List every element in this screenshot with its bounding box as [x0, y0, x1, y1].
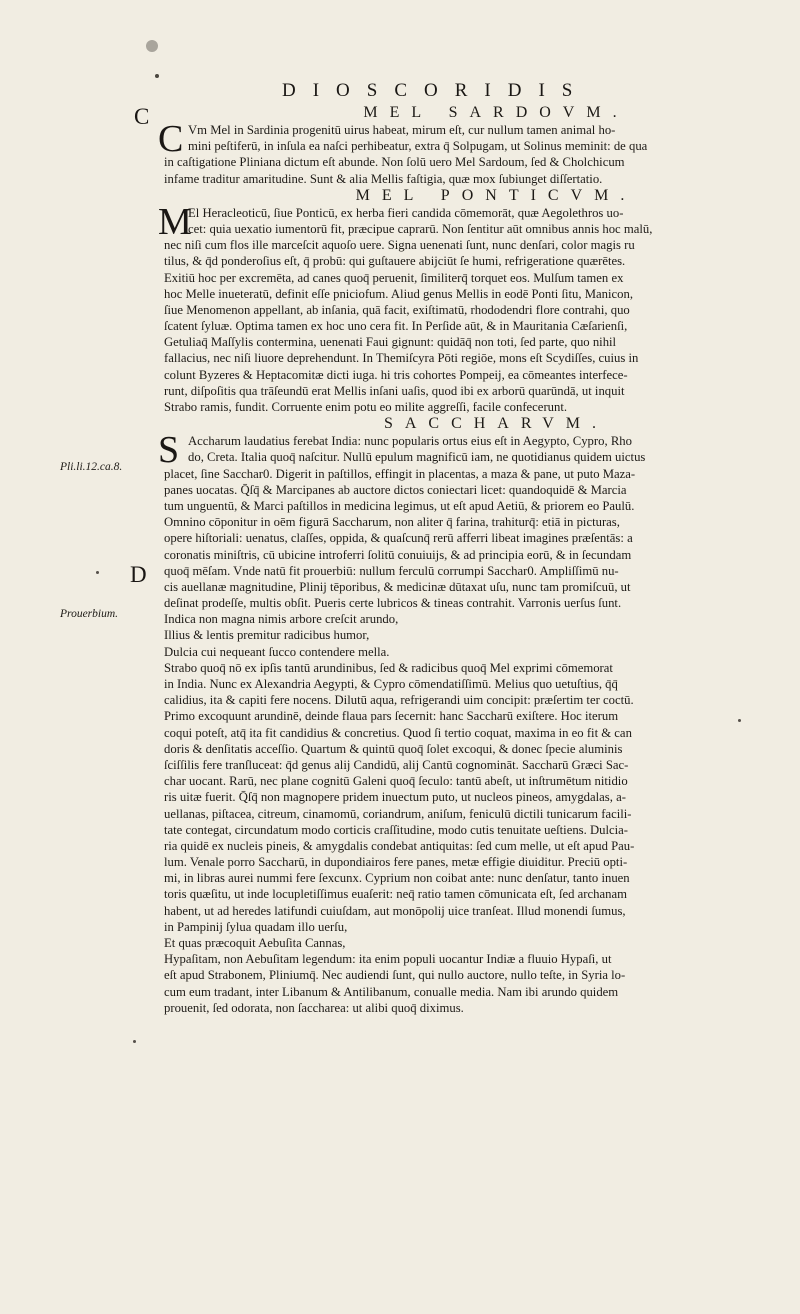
- text-line: ria quidē ex nucleis pineis, & amygdalis condebat antiquitas: ſed cum melle, ut eſt apud Pau-: [164, 838, 635, 853]
- margin-note-pliny: Pli.li.12.ca.8.: [60, 461, 123, 473]
- text-line: coqui poteſt, atq̄ ita fit candidius & concretius. Quod ſi tertio coquat, maxima in eo fit & can: [164, 725, 632, 740]
- text-line: deſinat prodeſſe, multis obſit. Pueris certe lubricos & tineas contrahit. Varronis uerſus ſunt.: [164, 596, 622, 611]
- text-line: Strabo ramis, fundit. Corruente enim potu eo milite aggreſſi, facile confecerunt.: [164, 400, 568, 414]
- text-line: doris & denſitatis acceſſio. Quartum & quintū quoq̄ ſolet excoqui, & donec ſpecie aluminis: [164, 741, 623, 756]
- text-line: cis auellanæ magnitudine, Plinij tēporibus, & medicinæ dūtaxat uſu, nunc tam promiſcuū, ut: [164, 579, 631, 594]
- text-line: runt, diſpoſitis qua trāſeundū erat Mellis inſani uaſis, quod ibi ex arborū quarūndā, ut inquit: [164, 383, 625, 398]
- text-line: Getuliaq̄ Maſſylis contermina, uenenati Faui gignunt: quidāq̄ non toti, ſed parte, quo nihil: [164, 335, 617, 350]
- drop-cap: C: [158, 118, 184, 160]
- verse-line: Illius & lentis premitur radicibus humor,: [164, 628, 370, 643]
- margin-dot: [133, 1040, 136, 1043]
- text-line: Vm Mel in Sardinia progenitū uirus habeat, mirum eſt, cur nullum tamen animal ho-: [188, 123, 616, 137]
- text-line: quoq̄ mēſam. Vnde natū fit prouerbiū: nullum ferculū corrumpi Sacchar0. Ampliſſimū nu-: [164, 563, 619, 578]
- margin-letter-d: D: [130, 562, 147, 587]
- text-line: cet: quia uexatio iumentorū fit, præcipue caprarū. Non ſentitur aūt omnibus annis hoc malū,: [188, 221, 653, 236]
- margin-dot: [96, 571, 99, 574]
- text-line: colunt Byzeres & Heptacomitæ dicti iuga. hi tris cohortes Pompeij, ea cōmeantes interfece-: [164, 367, 628, 382]
- margin-letter-c: C: [134, 104, 150, 129]
- drop-cap: S: [158, 429, 180, 472]
- text-line: ſiue Menomenon appellant, ab inſania, quā facit, exiſtimatū, rhododendri flore contrahi, quo: [164, 302, 630, 317]
- text-line: tum unguentū, & Marci paſtillos in medicina legimus, ut eſt apud Aetiū, & priorem eo Paulū.: [164, 498, 635, 513]
- paragraph-mel-sardoum: [158, 118, 768, 187]
- text-line: Omnino cōponitur in oēm figurā Saccharum, non aliter q̄ farina, trahiturq̄: etiā in picturas,: [164, 515, 620, 530]
- text-line: opere hiſtoriali: uenatus, claſſes, oppida, & quaſcunq̄ rerū afferri libeat imagines præſentās: a: [164, 531, 633, 546]
- drop-cap: M: [158, 200, 192, 243]
- text-line: eſt apud Strabonem, Pliniumq̄. Nec audiendi ſunt, qui nullo auctore, nullo teſte, in Syria lo-: [164, 968, 626, 983]
- text-column: [158, 104, 768, 1016]
- text-line: Exitiū hoc per excremēta, ad canes quoq̄ peruenit, ſimiliterq̄ torquet eos. Mulſum tamen ex: [164, 270, 624, 285]
- text-line: do, Creta. Italia quoq̄ naſcitur. Nullū epulum magnificū iam, ne quotidianus quidem uictus: [188, 450, 646, 465]
- text-line: prouenit, ſed odorata, non ſaccharea: ut alibi quoq̄ diximus.: [164, 1000, 464, 1015]
- text-line: ris uitæ fuerit. Q̄ſq̄ non magnopere pridem inuectum puto, ut nucleos pineos, amygdalas, a-: [164, 790, 626, 805]
- text-line: char uocant. Rarū, nec plane cognitū Galeni quoq̄ ſeculo: tantū abeſt, ut inſtrumētum nitidio: [164, 774, 628, 789]
- running-title: DIOSCORIDIS: [282, 80, 590, 101]
- text-line: El Heracleoticū, ſiue Ponticū, ex herba fieri candida cōmemorāt, quæ Aegolethros uo-: [188, 205, 624, 220]
- text-line: lum. Venale porro Saccharū, in dupondiairos fere panes, metæ effigie diuiditur. Preciū opti-: [164, 855, 628, 870]
- text-line: fallacius, nec niſi liuore deprehendunt. In Themiſcyra Pōti regiōe, mons eſt Scydiſſes, cuius in: [164, 351, 639, 366]
- text-line: mi, in libras aurei nummi fere ſexcunx. Cyprium non coibat ante: nunc denſatur, tanto inuen: [164, 871, 630, 886]
- text-line: cum eum tradant, inter Libanum & Antilibanum, conualle media. Nam ibi arundo quidem: [164, 984, 619, 999]
- text-line: tate contegat, circundatum modo corticis craſſitudine, modo cutis tenuitate ueſtiens. Dulcia-: [164, 822, 629, 837]
- paragraph-saccharum: [158, 429, 768, 1016]
- text-line: calidius, ita & capiti fere nocens. Dilutū aqua, refrigerandi uim concipit: præſertim ter coctū.: [164, 693, 634, 708]
- text-line: Primo excoquunt arundinē, deinde flaua pars ſecernit: hanc Saccharū exiſtere. Hoc iterum: [164, 709, 619, 724]
- margin-note-prouerbium: Prouerbium.: [60, 608, 119, 620]
- text-line: hoc Melle inueteratū, definit eſſe pniciofum. Aliud genus Mellis in eodē Ponti ſitu, Manicon,: [164, 286, 633, 301]
- verse-line: Et quas præcoquit Aebuſita Cannas,: [164, 936, 346, 950]
- text-line: infame traditur amaritudine. Sunt & alia Mellis faſtigia, quæ mox ſubiunget diſſertatio.: [164, 171, 603, 186]
- text-line: ſcatent ſyluæ. Optima tamen ex hoc uno cera fit. In Perſide aūt, & in Mauritania Cæſarienſi,: [164, 319, 628, 334]
- text-line: panes uocatas. Q̄ſq̄ & Marcipanes ab auctore dictos coniectari licet: quandoquidē & Marcia: [164, 482, 627, 497]
- text-line: nec niſi cum flos ille marceſcit aquoſo uere. Signa uenenati ſunt, nunc denſari, color magis ru: [164, 238, 635, 253]
- text-line: habent, ut ad heredes latifundi cuiuſdam, aut monōpolij uice tranſeat. Illud monendi ſumus,: [164, 903, 626, 918]
- paragraph-mel-ponticum: [158, 200, 768, 415]
- text-line: toris quæſitu, ut inde locupletiſſimus euaſerit: neq̄ ratio tamen cōmunicata eſt, ſed archanam: [164, 887, 627, 902]
- text-line: in caſtigatione Pliniana dictum eſt abunde. Non ſolū uero Mel Sardoum, ſed & Cholchicum: [164, 155, 625, 170]
- section-heading-saccharum: SACCHARVM.: [383, 415, 609, 433]
- verse-line: Dulcia cui nequeant ſucco contendere mella.: [164, 644, 390, 659]
- text-line: placet, ſine Sacchar0. Digerit in paſtillos, effingit in placentas, a maza & pane, ut puto Maza-: [164, 466, 636, 481]
- section-heading-mel-sardoum: MEL SARDOVM.: [363, 104, 629, 121]
- section-heading-mel-ponticum: MEL PONTICVM.: [355, 186, 637, 204]
- ink-dot: [155, 74, 159, 78]
- text-line: Hypaſitam, non Aebuſitam legendum: ita enim populi uocantur Indiæ a fluuio Hypaſi, ut: [164, 952, 612, 967]
- text-line: uellanas, piſtacea, citreum, cinamomū, coriandrum, aniſum, feniculū dictili tunicarum facili-: [164, 806, 632, 821]
- verse-line: Indica non magna nimis arbore creſcit arundo,: [164, 612, 399, 627]
- text-line: in India. Nunc ex Alexandria Aegypti, & Cypro cōmendatiſſimū. Melius quo uetuſtius, q̄q̄: [164, 677, 618, 691]
- text-line: ſciſſilis fere tranſluceat: q̄d genus alij Candidū, alij Cantū cognomināt. Saccharū Græci Sac-: [164, 757, 629, 772]
- text-line: Strabo quoq̄ nō ex ipſis tantū arundinibus, ſed & radicibus quoq̄ Mel exprimi cōmemorat: [164, 660, 613, 675]
- text-line: tilus, & q̄d ponderoſius eſt, q̄ probū: qui guſtauere abijciūt ſe humi, refrigeratione quærētes.: [164, 254, 626, 269]
- ink-blot: [146, 40, 158, 52]
- text-line: Accharum laudatius ferebat India: nunc popularis ortus eius eſt in Aegypto, Cypro, Rho: [188, 434, 632, 449]
- verse-line: in Pampinij ſylua quadam illo uerſu,: [164, 919, 348, 934]
- text-line: mini peſtiferū, in inſula ea naſci perhibeatur, extra q̄ Solpugam, ut Solinus meminit: de qua: [188, 139, 648, 154]
- text-line: coronatis miniſtris, cū ubicine introferri ſolitū conuiuijs, & ad principia eorū, & in ſecundam: [164, 547, 632, 562]
